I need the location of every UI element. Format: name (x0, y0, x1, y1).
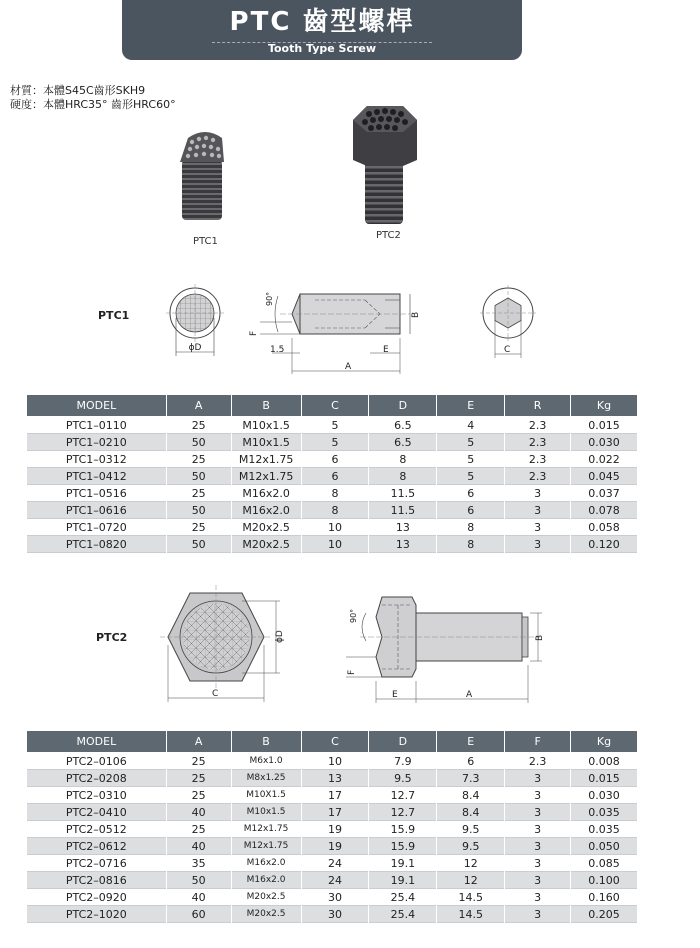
ptc2-spec-table (26, 730, 638, 923)
column-header: E (437, 395, 505, 417)
table-cell: 3 (505, 502, 571, 519)
table-row (27, 417, 638, 434)
table-cell: 10 (301, 519, 369, 536)
table-cell: 50 (166, 468, 231, 485)
table-row (27, 536, 638, 553)
table-cell: M16x2.0 (231, 502, 301, 519)
table-cell: 19.1 (369, 872, 437, 889)
table-cell: 25.4 (369, 906, 437, 923)
table-cell: 12.7 (369, 804, 437, 821)
ptc1-dim-phid: ϕD (188, 343, 202, 353)
table-cell: 13 (369, 536, 437, 553)
table-row (27, 502, 638, 519)
table-cell: M16x2.0 (231, 855, 301, 872)
ptc2-dim-angle: 90° (349, 608, 358, 623)
table-cell: 0.022 (571, 451, 638, 468)
table-cell: 25 (166, 787, 231, 804)
ptc1-dim-1-5: 1.5 (270, 345, 285, 355)
ptc2-dim-f: F (347, 669, 357, 675)
column-header: B (231, 395, 301, 417)
table-cell: 8 (369, 451, 437, 468)
table-cell: 3 (505, 804, 571, 821)
table-cell: 30 (301, 906, 369, 923)
table-cell: 13 (369, 519, 437, 536)
table-cell: 7.3 (437, 770, 505, 787)
table-cell: 5 (301, 417, 369, 434)
table-cell: 12.7 (369, 787, 437, 804)
table-cell: 6 (301, 468, 369, 485)
table-cell: 15.9 (369, 838, 437, 855)
table-cell: M20x2.5 (231, 906, 301, 923)
table-row (27, 434, 638, 451)
table-cell: PTC1–0516 (27, 485, 167, 502)
table-cell: 0.035 (571, 821, 638, 838)
table-cell: 24 (301, 872, 369, 889)
table-cell: 11.5 (369, 502, 437, 519)
table-cell: 3 (505, 906, 571, 923)
ptc1-photo (170, 128, 240, 223)
table-cell: 3 (505, 770, 571, 787)
ptc1-spec-table (26, 394, 638, 553)
table-cell: 50 (166, 434, 231, 451)
table-row (27, 770, 638, 787)
table-cell: M20x2.5 (231, 536, 301, 553)
ptc2-dim-e: E (392, 690, 398, 700)
table-cell: 50 (166, 536, 231, 553)
table-cell: 25 (166, 753, 231, 770)
table-cell: 0.078 (571, 502, 638, 519)
table-cell: 3 (505, 872, 571, 889)
ptc1-dim-angle: 90° (265, 291, 274, 306)
table-row (27, 519, 638, 536)
table-cell: 13 (301, 770, 369, 787)
ptc2-dim-b: B (535, 634, 545, 641)
table-row (27, 787, 638, 804)
table-cell: 40 (166, 889, 231, 906)
table-cell: 6 (437, 485, 505, 502)
ptc1-dim-f: F (249, 330, 259, 336)
table-row (27, 838, 638, 855)
table-cell: 5 (437, 434, 505, 451)
ptc1-section-label: PTC1 (98, 309, 130, 322)
table-cell: 6 (301, 451, 369, 468)
column-header: A (166, 395, 231, 417)
table-cell: 19 (301, 838, 369, 855)
table-cell: 0.035 (571, 804, 638, 821)
ptc2-photo-label: PTC2 (376, 230, 401, 241)
table-cell: 8 (369, 468, 437, 485)
table-cell: 17 (301, 804, 369, 821)
column-header: Kg (571, 731, 638, 753)
table-cell: 0.008 (571, 753, 638, 770)
table-cell: M12x1.75 (231, 821, 301, 838)
column-header: C (301, 395, 369, 417)
table-cell: M16x2.0 (231, 485, 301, 502)
table-cell: 9.5 (437, 838, 505, 855)
ptc1-dim-e: E (383, 345, 389, 355)
hardness-line: 硬度：本體HRC35° 齒形HRC60° (10, 98, 176, 111)
table-cell: 3 (505, 838, 571, 855)
table-cell: 0.100 (571, 872, 638, 889)
ptc1-dim-b: B (411, 311, 421, 318)
table-cell: 6 (437, 502, 505, 519)
table-cell: M20x2.5 (231, 519, 301, 536)
ptc1-photo-label: PTC1 (193, 236, 218, 247)
table-cell: 0.015 (571, 417, 638, 434)
table-cell: 30 (301, 889, 369, 906)
table-row (27, 906, 638, 923)
table-cell: 0.085 (571, 855, 638, 872)
table-cell: 0.120 (571, 536, 638, 553)
table-row (27, 468, 638, 485)
table-cell: 5 (437, 451, 505, 468)
table-cell: PTC1–0720 (27, 519, 167, 536)
table-cell: M10x1.5 (231, 417, 301, 434)
table-cell: 3 (505, 536, 571, 553)
table-cell: 50 (166, 502, 231, 519)
table-cell: PTC2–0208 (27, 770, 167, 787)
column-header: F (505, 731, 571, 753)
table-cell: 3 (505, 821, 571, 838)
table-cell: 10 (301, 753, 369, 770)
column-header: MODEL (27, 395, 167, 417)
table-cell: 5 (437, 468, 505, 485)
table-cell: 25 (166, 451, 231, 468)
table-row (27, 451, 638, 468)
table-cell: PTC2–0816 (27, 872, 167, 889)
column-header: C (301, 731, 369, 753)
material-line: 材質：本體S45C齒形SKH9 (10, 84, 146, 97)
table-cell: 3 (505, 787, 571, 804)
table-cell: 40 (166, 838, 231, 855)
table-cell: 0.030 (571, 434, 638, 451)
table-cell: 19.1 (369, 855, 437, 872)
table-cell: 17 (301, 787, 369, 804)
table-cell: 25 (166, 821, 231, 838)
table-cell: 0.037 (571, 485, 638, 502)
ptc2-dim-a: A (466, 690, 473, 700)
column-header: E (437, 731, 505, 753)
ptc2-drawing (160, 585, 560, 710)
ptc2-section-label: PTC2 (96, 631, 128, 644)
table-cell: 2.3 (505, 468, 571, 485)
table-cell: 0.058 (571, 519, 638, 536)
table-cell: PTC2–0310 (27, 787, 167, 804)
table-cell: PTC2–0512 (27, 821, 167, 838)
table-row (27, 821, 638, 838)
table-cell: M6x1.0 (231, 753, 301, 770)
table-cell: 7.9 (369, 753, 437, 770)
ptc1-dim-c: C (504, 345, 511, 355)
table-cell: 11.5 (369, 485, 437, 502)
table-cell: 5 (301, 434, 369, 451)
table-cell: 8.4 (437, 804, 505, 821)
table-cell: 6 (437, 753, 505, 770)
table-cell: M12x1.75 (231, 838, 301, 855)
table-cell: 25.4 (369, 889, 437, 906)
ptc2-dim-phid: ϕD (275, 630, 285, 643)
column-header: MODEL (27, 731, 167, 753)
table-cell: 10 (301, 536, 369, 553)
table-cell: 60 (166, 906, 231, 923)
table-cell: 25 (166, 485, 231, 502)
table-cell: 14.5 (437, 889, 505, 906)
table-cell: PTC2–0920 (27, 889, 167, 906)
page-title: PTC 齒型螺桿 (229, 7, 415, 37)
table-cell: M16x2.0 (231, 872, 301, 889)
table-cell: M10X1.5 (231, 787, 301, 804)
table-cell: 0.205 (571, 906, 638, 923)
table-cell: M10x1.5 (231, 434, 301, 451)
table-cell: 3 (505, 519, 571, 536)
table-cell: 40 (166, 804, 231, 821)
table-row (27, 753, 638, 770)
table-cell: 9.5 (369, 770, 437, 787)
table-cell: 2.3 (505, 451, 571, 468)
table-cell: 2.3 (505, 753, 571, 770)
table-cell: M12x1.75 (231, 451, 301, 468)
table-cell: PTC2–0410 (27, 804, 167, 821)
table-cell: 0.015 (571, 770, 638, 787)
table-cell: 8 (301, 485, 369, 502)
table-header-row (27, 731, 638, 753)
table-row (27, 485, 638, 502)
table-cell: 4 (437, 417, 505, 434)
table-cell: 0.030 (571, 787, 638, 804)
table-cell: 12 (437, 872, 505, 889)
column-header: A (166, 731, 231, 753)
table-cell: PTC1–0616 (27, 502, 167, 519)
table-cell: 14.5 (437, 906, 505, 923)
ptc2-dim-c: C (212, 689, 219, 699)
column-header: D (369, 731, 437, 753)
table-cell: 3 (505, 485, 571, 502)
table-cell: PTC2–0716 (27, 855, 167, 872)
table-cell: 8 (437, 519, 505, 536)
table-cell: PTC1–0312 (27, 451, 167, 468)
table-row (27, 855, 638, 872)
table-row (27, 872, 638, 889)
table-cell: 2.3 (505, 417, 571, 434)
table-cell: 35 (166, 855, 231, 872)
material-spec (10, 84, 176, 112)
table-cell: PTC1–0412 (27, 468, 167, 485)
table-cell: 50 (166, 872, 231, 889)
table-cell: 6.5 (369, 417, 437, 434)
table-cell: 0.160 (571, 889, 638, 906)
table-cell: 9.5 (437, 821, 505, 838)
table-cell: 2.3 (505, 434, 571, 451)
table-cell: 3 (505, 855, 571, 872)
table-cell: M20x2.5 (231, 889, 301, 906)
table-cell: 25 (166, 417, 231, 434)
table-cell: PTC1–0210 (27, 434, 167, 451)
column-header: R (505, 395, 571, 417)
table-header-row (27, 395, 638, 417)
table-cell: PTC2–1020 (27, 906, 167, 923)
table-cell: 8 (437, 536, 505, 553)
table-cell: 8.4 (437, 787, 505, 804)
header-banner (122, 0, 522, 60)
table-cell: 6.5 (369, 434, 437, 451)
ptc1-dim-a: A (345, 362, 352, 372)
table-cell: 15.9 (369, 821, 437, 838)
ptc2-photo (345, 100, 425, 225)
table-cell: 12 (437, 855, 505, 872)
column-header: D (369, 395, 437, 417)
table-cell: PTC2–0106 (27, 753, 167, 770)
header-divider (212, 42, 432, 43)
table-cell: PTC1–0110 (27, 417, 167, 434)
column-header: Kg (571, 395, 638, 417)
table-cell: M10x1.5 (231, 804, 301, 821)
table-cell: 25 (166, 519, 231, 536)
table-cell: 8 (301, 502, 369, 519)
table-cell: 24 (301, 855, 369, 872)
table-row (27, 804, 638, 821)
table-cell: 3 (505, 889, 571, 906)
table-cell: 0.050 (571, 838, 638, 855)
table-cell: M12x1.75 (231, 468, 301, 485)
table-cell: 0.045 (571, 468, 638, 485)
table-cell: PTC1–0820 (27, 536, 167, 553)
table-cell: PTC2–0612 (27, 838, 167, 855)
table-cell: 25 (166, 770, 231, 787)
table-row (27, 889, 638, 906)
table-cell: 19 (301, 821, 369, 838)
column-header: B (231, 731, 301, 753)
page-subtitle: Tooth Type Screw (267, 42, 377, 55)
table-cell: M8x1.25 (231, 770, 301, 787)
ptc1-drawing (160, 278, 560, 378)
